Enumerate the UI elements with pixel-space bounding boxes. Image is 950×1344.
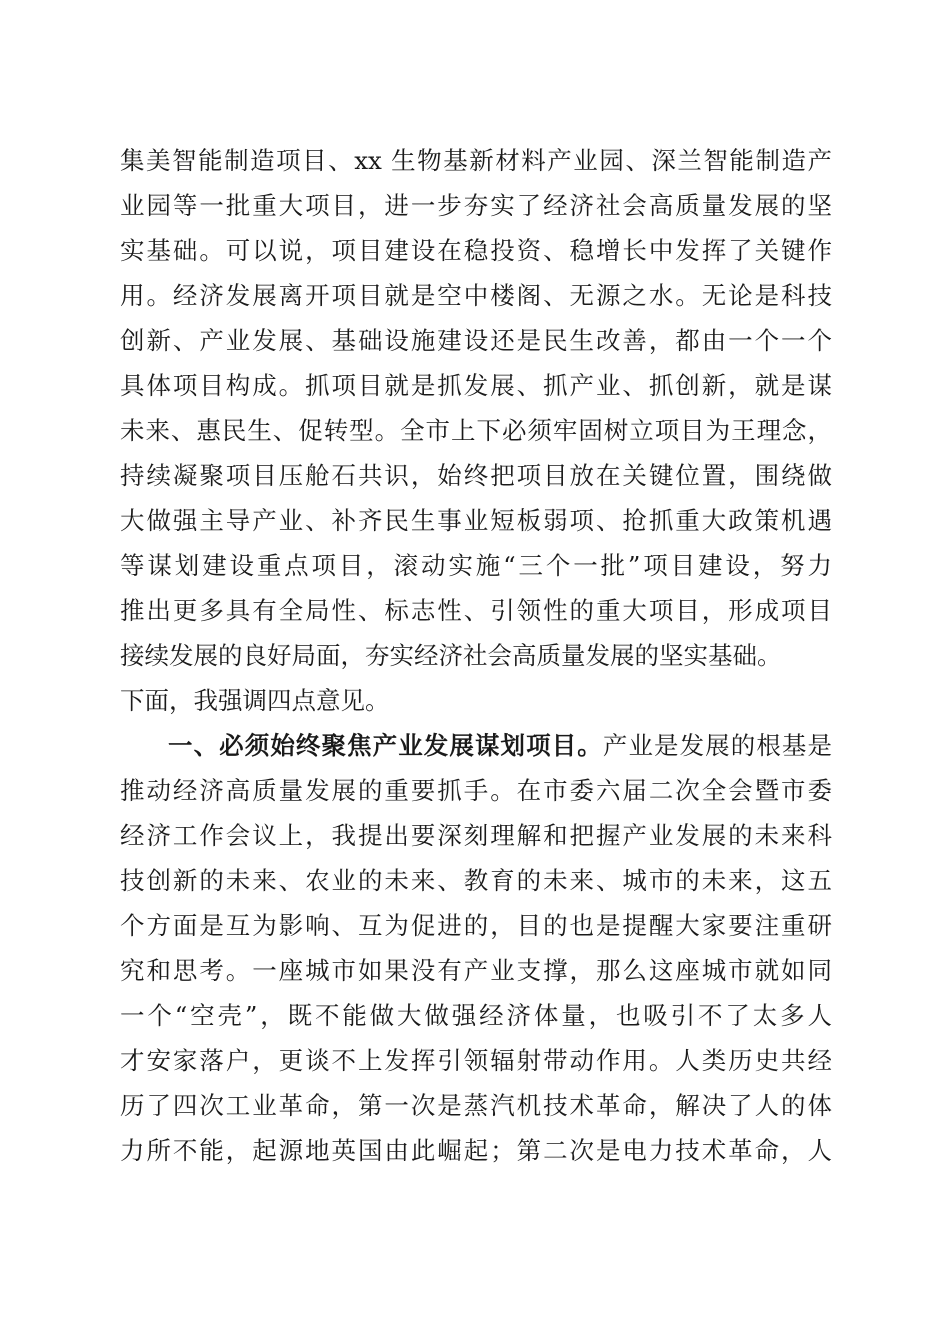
section-1-first-line-text: 产业是发展的根基是 (602, 731, 832, 760)
body-line-4: 用。经济发展离开项目就是空中楼阁、无源之水。无论是科技 (120, 281, 832, 310)
section-1-first-line (168, 726, 832, 766)
body-line-8: 持续凝聚项目压舱石共识，始终把项目放在关键位置，围绕做 (120, 461, 832, 490)
body-line-5: 创新、产业发展、基础设施建设还是民生改善，都由一个一个 (120, 326, 832, 355)
body-line-7: 未来、惠民生、促转型。全市上下必须牢固树立项目为王理念， (120, 416, 832, 445)
body-line-12: 接续发展的良好局面，夯实经济社会高质量发展的坚实基础。 (120, 641, 782, 670)
section-1-line-4: 个方面是互为影响、互为促进的，目的也是提醒大家要注重研 (120, 911, 832, 940)
section-1-line-9: 力所不能，起源地英国由此崛起；第二次是电力技术革命，人 (120, 1136, 832, 1165)
section-1-line-7: 才安家落户，更谈不上发挥引领辐射带动作用。人类历史共经 (120, 1046, 832, 1075)
body-line-1: 集美智能制造项目、xx 生物基新材料产业园、深兰智能制造产 (120, 146, 832, 175)
body-line-13: 下面，我强调四点意见。 (120, 686, 390, 715)
body-line-10: 等谋划建设重点项目，滚动实施“三个一批”项目建设，努力 (120, 551, 832, 580)
body-line-11: 推出更多具有全局性、标志性、引领性的重大项目，形成项目 (120, 596, 832, 625)
section-1-line-8: 历了四次工业革命，第一次是蒸汽机技术革命，解决了人的体 (120, 1091, 832, 1120)
body-line-2: 业园等一批重大项目，进一步夯实了经济社会高质量发展的坚 (120, 191, 832, 220)
section-1-heading: 一、必须始终聚焦产业发展谋划项目。 (168, 731, 603, 760)
body-line-6: 具体项目构成。抓项目就是抓发展、抓产业、抓创新，就是谋 (120, 371, 832, 400)
section-1-line-2: 经济工作会议上，我提出要深刻理解和把握产业发展的未来科 (120, 821, 832, 850)
section-1-line-3: 技创新的未来、农业的未来、教育的未来、城市的未来，这五 (120, 866, 832, 895)
section-1-line-6: 一个“空壳”，既不能做大做强经济体量，也吸引不了太多人 (120, 1001, 832, 1030)
section-1-line-1: 推动经济高质量发展的重要抓手。在市委六届二次全会暨市委 (120, 776, 832, 805)
section-1-line-5: 究和思考。一座城市如果没有产业支撑，那么这座城市就如同 (120, 956, 832, 985)
body-line-3: 实基础。可以说，项目建设在稳投资、稳增长中发挥了关键作 (120, 236, 832, 265)
body-line-9: 大做强主导产业、补齐民生事业短板弱项、抢抓重大政策机遇 (120, 506, 832, 535)
